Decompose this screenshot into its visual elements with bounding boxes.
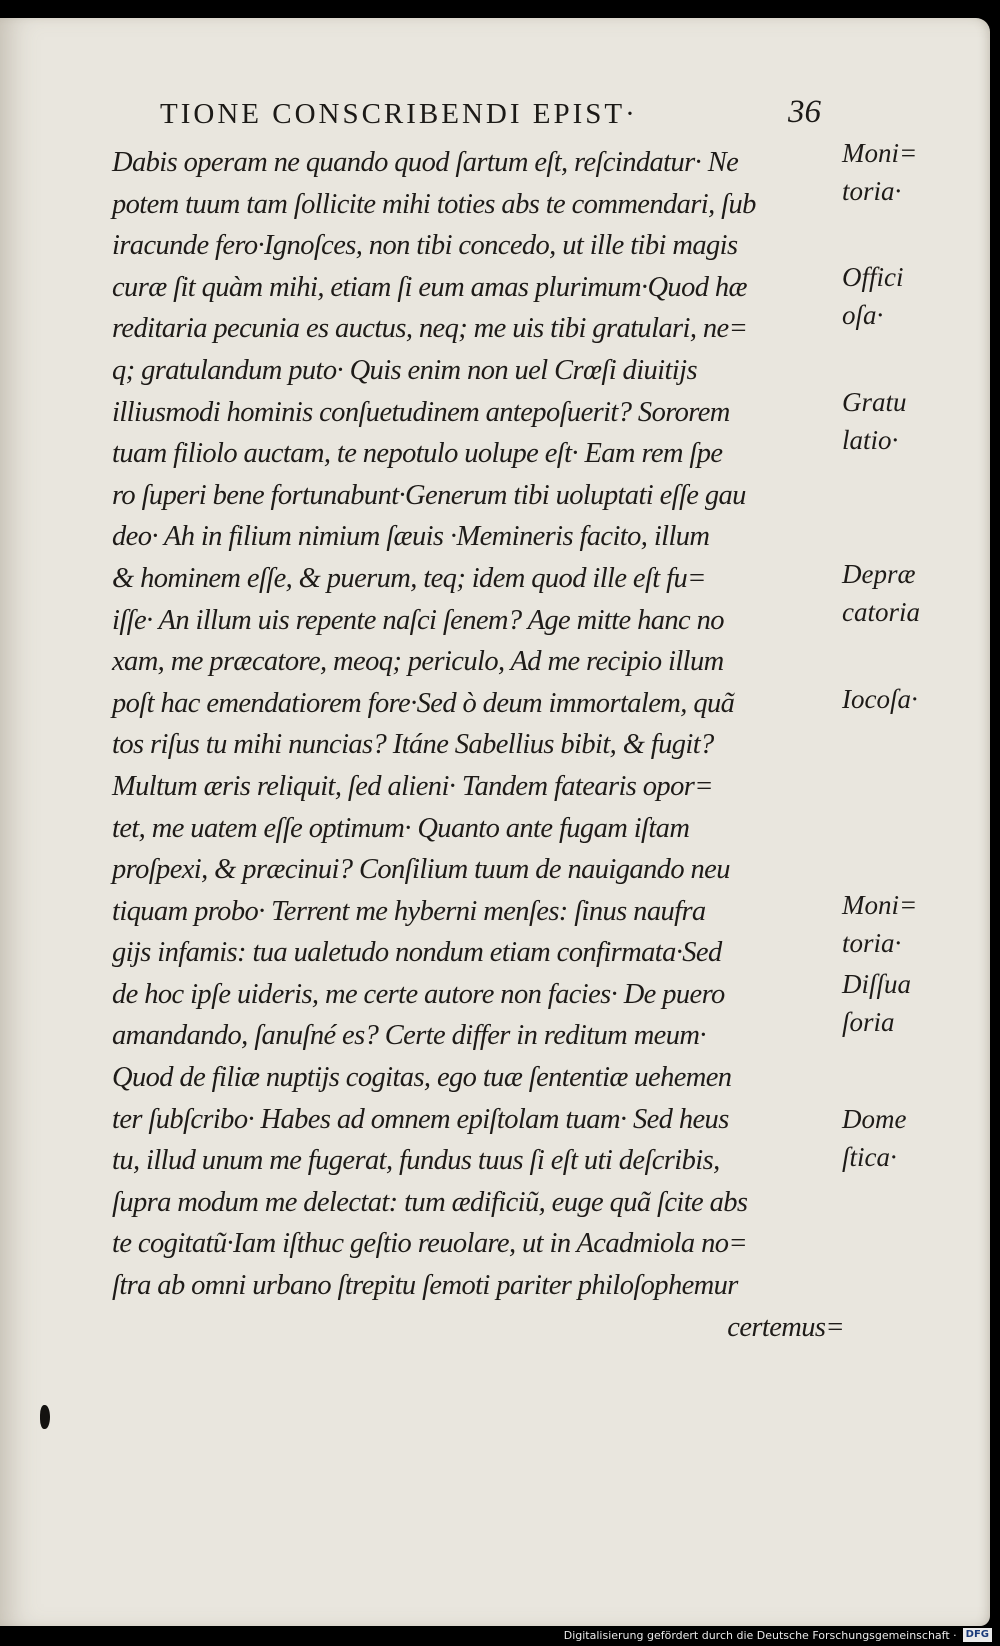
margin-note-officiosa: Offici oſa·: [842, 262, 904, 330]
margin-note-domestica: Dome ſtica·: [842, 1104, 907, 1172]
margin-note-dissuasoria: Diſſua ſoria: [842, 969, 912, 1037]
text-line: tu, illud unum me fugerat, fundus tuus ſi eſt uti deſcribis,: [112, 1145, 720, 1177]
text-line: potem tuum tam ſollicite mihi toties abs te commendari, ſub: [112, 188, 756, 220]
footer-credit: [564, 1626, 992, 1644]
text-line: tuam filiolo auctam, te nepotulo uolupe eſt· Eam rem ſpe: [112, 438, 723, 470]
margin-note-deprecatoria: Depræ catoria: [842, 559, 920, 627]
margin-note-iocosa: Iocoſa·: [842, 684, 918, 714]
text-line: de hoc ipſe uideris, me certe autore non facies· De puero: [112, 978, 725, 1010]
text-line: tiquam probo· Terrent me hyberni menſes: ſinus naufra: [112, 895, 706, 927]
text-line: certemus=: [727, 1311, 844, 1343]
running-title: TIONE CONSCRIBENDI EPIST·: [160, 98, 638, 130]
folio-number: 36: [788, 94, 821, 130]
text-line: deo· Ah in filium nimium ſæuis ·Memineris facito, illum: [112, 521, 710, 553]
text-line: ro ſuperi bene fortunabunt·Generum tibi uoluptati eſſe gau: [112, 479, 746, 511]
text-line: tos riſus tu mihi nuncias? Itáne Sabellius bibit, & fugit?: [112, 729, 714, 761]
running-header: [160, 94, 840, 138]
text-line: xam, me præcatore, meoq; periculo, Ad me recipio illum: [112, 646, 724, 678]
text-line: iracunde fero·Ignoſces, non tibi concedo, ut ille tibi magis: [112, 230, 738, 262]
text-line: ter ſubſcribo· Habes ad omnem epiſtolam tuam· Sed heus: [112, 1103, 729, 1135]
margin-note-gratulatio: Gratu latio·: [842, 387, 907, 455]
text-line: gijs infamis: tua ualetudo nondum etiam confirmata·Sed: [112, 937, 722, 969]
body-text: [112, 142, 852, 1348]
text-line: iſſe· An illum uis repente naſci ſenem? Age mitte hanc no: [112, 604, 724, 636]
text-line: poſt hac emendatiorem fore·Sed ò deum immortalem, quã: [112, 687, 735, 719]
text-line: q; gratulandum puto· Quis enim non uel Crœſi diuitijs: [112, 354, 697, 386]
text-line: Quod de filiæ nuptijs cogitas, ego tuæ ſententiæ uehemen: [112, 1062, 732, 1094]
ink-mark: [40, 1405, 50, 1429]
text-line: ſtra ab omni urbano ſtrepitu ſemoti pariter philoſophemur: [112, 1270, 738, 1302]
margin-note-monitoria-2: Moni= toria·: [842, 890, 918, 958]
text-line: reditaria pecunia es auctus, neq; me uis tibi gratulari, ne=: [112, 313, 748, 345]
text-line: Dabis operam ne quando quod ſartum eſt, reſcindatur· Ne: [112, 147, 739, 178]
text-line: tet, me uatem eſſe optimum· Quanto ante fugam iſtam: [112, 812, 690, 844]
footer-credit-text: Digitalisierung gefördert durch die Deutsche Forschungsgemeinschaft ·: [563, 1628, 957, 1642]
text-line: & hominem eſſe, & puerum, teq; idem quod ille eſt fu=: [112, 562, 706, 594]
text-line: te cogitatũ·Iam iſthuc geſtio reuolare, ut in Acadmiola no=: [112, 1228, 748, 1260]
dfg-logo: DFG: [963, 1628, 992, 1642]
text-line: proſpexi, & præcinui? Conſilium tuum de nauigando neu: [112, 854, 730, 886]
margin-note-monitoria: Moni= toria·: [842, 138, 918, 206]
text-line: illiusmodi hominis conſuetudinem antepoſuerit? Sororem: [112, 396, 730, 428]
text-line: curæ ſit quàm mihi, etiam ſi eum amas plurimum·Quod hæ: [112, 271, 747, 303]
text-line: amandando, ſanuſné es? Certe differ in reditum meum·: [112, 1020, 706, 1052]
text-line: Multum æris reliquit, ſed alieni· Tandem fatearis opor=: [112, 770, 713, 802]
text-line: ſupra modum me delectat: tum ædificiũ, euge quã ſcite abs: [112, 1186, 748, 1218]
